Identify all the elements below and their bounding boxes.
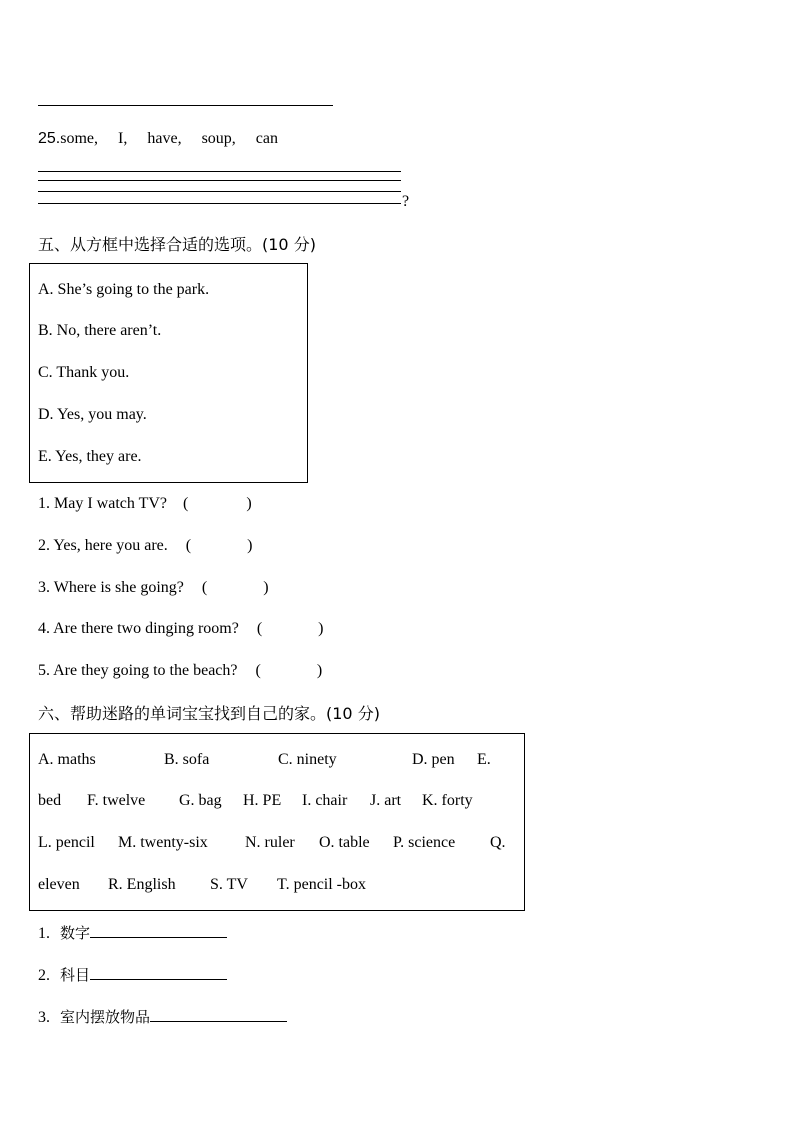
word-item: bed [38, 792, 62, 809]
word: soup, [201, 130, 236, 147]
question-text: 4. Are there two dinging room? [38, 620, 239, 637]
category-3 [38, 1006, 287, 1027]
option-a: A. She’s going to the park. [38, 281, 210, 298]
category-1 [38, 922, 227, 943]
close-paren: ) [247, 537, 253, 554]
category-label: 数字 [60, 924, 91, 942]
category-2 [38, 964, 227, 985]
section-6-heading: 六、帮助迷路的单词宝宝找到自己的家。(10 分) [38, 704, 380, 723]
question-text: 3. Where is she going? [38, 579, 184, 596]
word-item: I. chair [302, 792, 348, 809]
word-item: O. table [319, 834, 370, 851]
word-item: eleven [38, 876, 80, 893]
close-paren: ) [318, 620, 324, 637]
word-item: C. ninety [278, 751, 337, 768]
open-paren: ( [255, 662, 261, 679]
word-item: D. pen [412, 751, 455, 768]
answer-blank[interactable] [183, 495, 252, 513]
category-number: 1. [38, 925, 50, 942]
question-text: 2. Yes, here you are. [38, 537, 168, 554]
word-item: J. art [370, 792, 402, 809]
question-2 [38, 537, 252, 555]
close-paren: ) [316, 662, 323, 679]
word-item: N. ruler [245, 834, 295, 851]
word-item: F. twelve [87, 792, 146, 809]
question-mark: ? [402, 193, 410, 210]
answer-line [38, 171, 401, 172]
word: I, [118, 130, 128, 147]
word-item: G. bag [179, 792, 222, 809]
option-d: D. Yes, you may. [38, 406, 147, 423]
option-b: B. No, there aren’t. [38, 322, 162, 339]
question-4 [38, 620, 324, 638]
question-3 [38, 579, 269, 597]
answer-line[interactable] [90, 923, 227, 938]
answer-blank[interactable] [257, 620, 324, 638]
question-text: 1. May I watch TV? [38, 495, 167, 512]
question-5 [38, 662, 322, 680]
answer-line [38, 191, 401, 192]
word-item: L. pencil [38, 834, 95, 851]
word-item: T. pencil -box [277, 876, 367, 893]
answer-line [38, 203, 401, 204]
answer-blank[interactable] [256, 662, 323, 680]
word-item: S. TV [210, 876, 248, 893]
option-e: E. Yes, they are. [38, 448, 142, 465]
question-number: 25. [38, 130, 61, 147]
close-paren: ) [246, 495, 252, 512]
word-item: A. maths [38, 751, 96, 768]
answer-line[interactable] [150, 1007, 287, 1022]
word: have, [147, 130, 182, 147]
word-item: H. PE [243, 792, 282, 809]
category-label: 科目 [60, 966, 91, 984]
open-paren: ( [201, 579, 208, 596]
word-item: K. forty [422, 792, 473, 809]
word-item: R. English [108, 876, 176, 893]
word-item: M. twenty-six [118, 834, 208, 851]
word: some, [60, 130, 99, 147]
question-25 [38, 130, 278, 148]
word-item: E. [477, 751, 491, 768]
question-text: 5. Are they going to the beach? [38, 662, 238, 679]
question-1 [38, 495, 252, 513]
close-paren: ) [263, 579, 269, 596]
option-c: C. Thank you. [38, 364, 130, 381]
category-number: 2. [38, 967, 50, 984]
answer-line [38, 180, 401, 181]
open-paren: ( [183, 495, 189, 512]
word-item: B. sofa [164, 751, 210, 768]
category-number: 3. [38, 1009, 50, 1026]
answer-line-24 [38, 105, 333, 106]
answer-blank[interactable] [186, 537, 253, 555]
open-paren: ( [256, 620, 263, 637]
open-paren: ( [185, 537, 192, 554]
word-item: Q. [490, 834, 506, 851]
section-5-heading: 五、从方框中选择合适的选项。(10 分) [38, 235, 316, 254]
word: can [255, 130, 278, 147]
answer-blank[interactable] [202, 579, 269, 597]
answer-line[interactable] [90, 965, 227, 980]
word-item: P. science [393, 834, 456, 851]
category-label: 室内摆放物品 [60, 1008, 151, 1026]
